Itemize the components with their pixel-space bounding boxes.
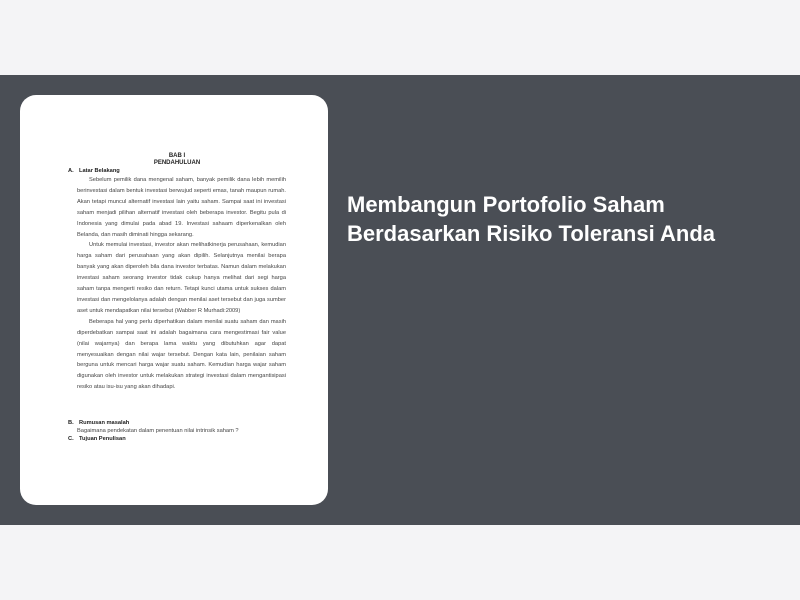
- slide-band: [0, 75, 800, 525]
- section-a-label: Latar Belakang: [79, 168, 120, 174]
- doc-chapter: BAB I: [168, 153, 186, 159]
- section-b-label: Rumusan masalah: [79, 420, 130, 427]
- slide-title: Membangun Portofolio Saham Berdasarkan Risiko Toleransi Anda: [347, 192, 716, 246]
- section-b-text: Bagaimana pendekatan dalam penentuan nilai intrinsik saham ?: [77, 428, 239, 435]
- section-c-letter: C.: [68, 436, 74, 443]
- section-c-heading: [68, 435, 286, 443]
- section-a-heading: [68, 167, 286, 175]
- section-b-heading: [68, 419, 286, 427]
- doc-chapter-title: PENDAHULUAN: [153, 160, 201, 166]
- paragraph-1: Sebelum pemilik dana mengenal saham, banyak pemilik dana lebih memilih berinvestasi dalam bentuk investasi berwujud seperti emas, tanah maupun rumah. Akan tetapi muncul alternatif investasi lain yaitu saham. Sampai saat ini investasi saham menjadi pilihan alternatif investasi oleh beberapa investor. Begitu pula di Indonesia yang dimulai pada abad 19. Investasi sahaam diperkenalkan oleh Belanda, dan masih diminati hingga sekarang.: [77, 177, 286, 238]
- paragraph-2: Untuk memulai investasi, investor akan melihatkinerja perusahaan, kemudian harga saham dari perusahaan yang akan dipilih. Selanjutnya menilai berapa banyak yang akan diperoleh bila dana investor terbatas. Namun dalam melakukan investasi saham seorang investor tidak cukup hanya melihat dari segi harga saham tanpa mengerti resiko dan return. Tetapi kunci utama untuk sukses dalam investasi dan mengelolanya adalah dengan menilai aset tersebut dan juga sumber aset untuk mendapatkan nilai tersebut (Wabber R Murhadi:2009): [77, 242, 286, 314]
- spacer: [68, 393, 286, 419]
- section-c-label: Tujuan Penulisan: [79, 436, 126, 443]
- document-page: [68, 153, 286, 443]
- section-b-letter: B.: [68, 420, 74, 427]
- document-thumbnail: [20, 95, 328, 505]
- section-a-letter: A.: [68, 168, 74, 174]
- paragraph-3: Beberapa hal yang perlu diperhatikan dalam menilai suatu saham dan masih diperdebatkan sampai saat ini adalah bagaimana cara mengestimasi fair value (nilai wajarnya) dan berapa lama waktu yang dibutuhkan agar dapat menyesuaikan dengan nilai wajar tersebut. Dengan kata lain, penilaian saham berguna untuk mencari harga wajar suatu saham. Kemudian harga wajar saham digunakan oleh investor untuk melakukan strategi investasi dalam mengantisipasi resiko atau isu-isu yang akan dihadapi.: [77, 318, 286, 391]
